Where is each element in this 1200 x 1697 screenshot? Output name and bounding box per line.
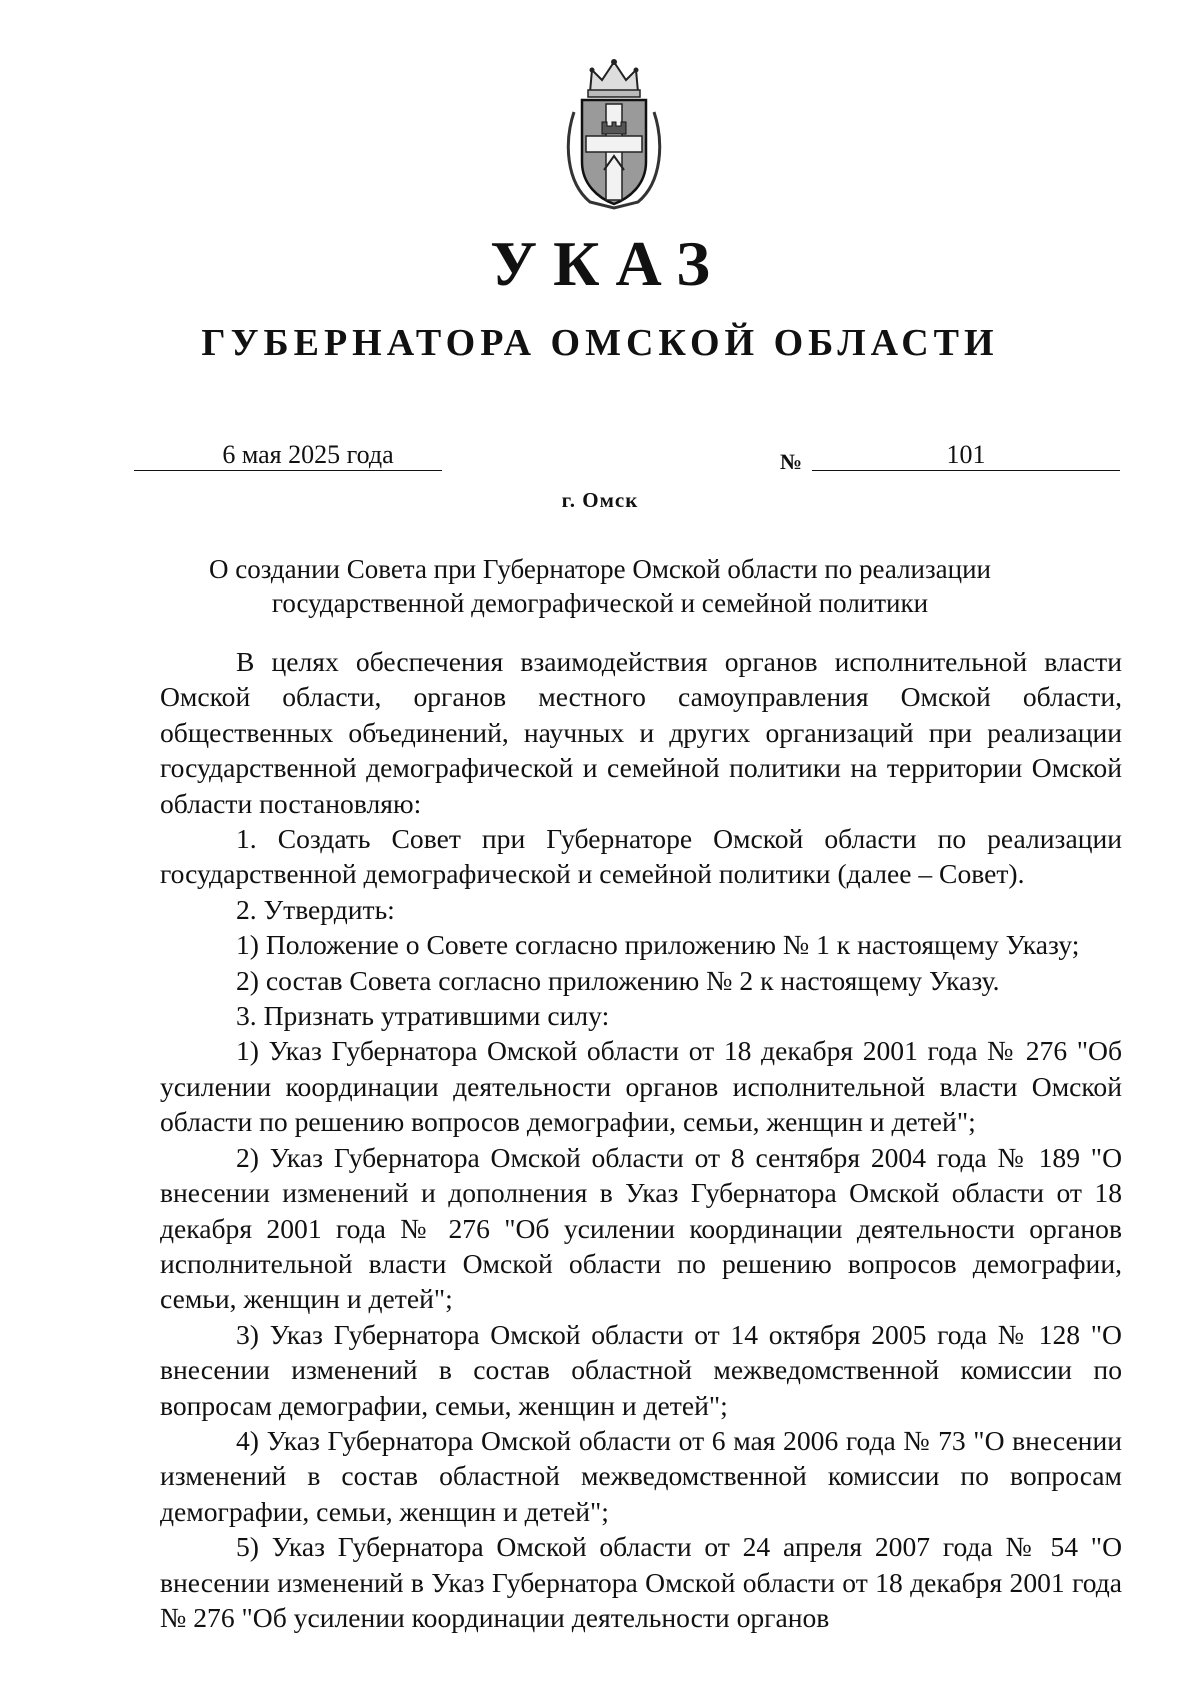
- paragraph: В целях обеспечения взаимодействия органов исполнительной власти Омской области, органов местного самоуправления Омской области, общественных объединений, научных и других организаций при реализации государственной демографической и семейной политики на территории Омской области постановляю:: [160, 646, 1122, 819]
- document-body: [160, 644, 1122, 1635]
- number-sign: №: [780, 449, 803, 474]
- paragraph: 4) Указ Губернатора Омской области от 6 мая 2006 года № 73 "О внесении изменений в состав областной межведомственной комиссии по вопросам демографии, семьи, женщин и детей";: [160, 1424, 1122, 1527]
- decree-number-field: [812, 440, 1120, 471]
- city-label: г. Омск: [561, 488, 639, 512]
- decree-number: 101: [946, 440, 986, 469]
- paragraph: 3) Указ Губернатора Омской области от 14 октября 2005 года № 128 "О внесении изменений в состав областной межведомственной комиссии по вопросам демографии, семьи, женщин и детей";: [160, 1318, 1122, 1421]
- decree-date: 6 мая 2025 года: [222, 440, 394, 469]
- paragraph: 2. Утвердить:: [236, 893, 395, 925]
- paragraph: 2) Указ Губернатора Омской области от 8 сентября 2004 года № 189 "О внесении изменений и дополнения в Указ Губернатора Омской области от 18 декабря 2001 года № 276 "Об усилении координации деятельности органов исполнительной власти Омской области по решению вопросов демографии, семьи, женщин и детей";: [160, 1141, 1122, 1315]
- document-heading: О создании Совета при Губернаторе Омской области по реализации государственной демографической и семейной политики: [209, 554, 991, 618]
- paragraph: 2) состав Совета согласно приложению № 2 к настоящему Указу.: [236, 964, 1000, 996]
- decree-issuer: ГУБЕРНАТОРА ОМСКОЙ ОБЛАСТИ: [201, 322, 999, 364]
- paragraph: 5) Указ Губернатора Омской области от 24 апреля 2007 года № 54 "О внесении изменений в Указ Губернатора Омской области от 18 декабря 2001 года № 276 "Об усилении координации деятельности органов: [160, 1531, 1122, 1633]
- paragraph: 1. Создать Совет при Губернаторе Омской области по реализации государственной демографической и семейной политики (далее – Совет).: [160, 823, 1122, 890]
- paragraph: 1) Указ Губернатора Омской области от 18 декабря 2001 года № 276 "Об усилении координации деятельности органов исполнительной власти Омской области по решению вопросов демографии, семьи, женщин и детей";: [160, 1035, 1122, 1138]
- paragraph: 1) Положение о Совете согласно приложению № 1 к настоящему Указу;: [236, 929, 1080, 961]
- decree-date-field: [134, 440, 442, 471]
- decree-title: УКАЗ: [490, 228, 726, 299]
- paragraph: 3. Признать утратившими силу:: [236, 1000, 610, 1032]
- omsk-coat-of-arms-icon: [560, 52, 668, 212]
